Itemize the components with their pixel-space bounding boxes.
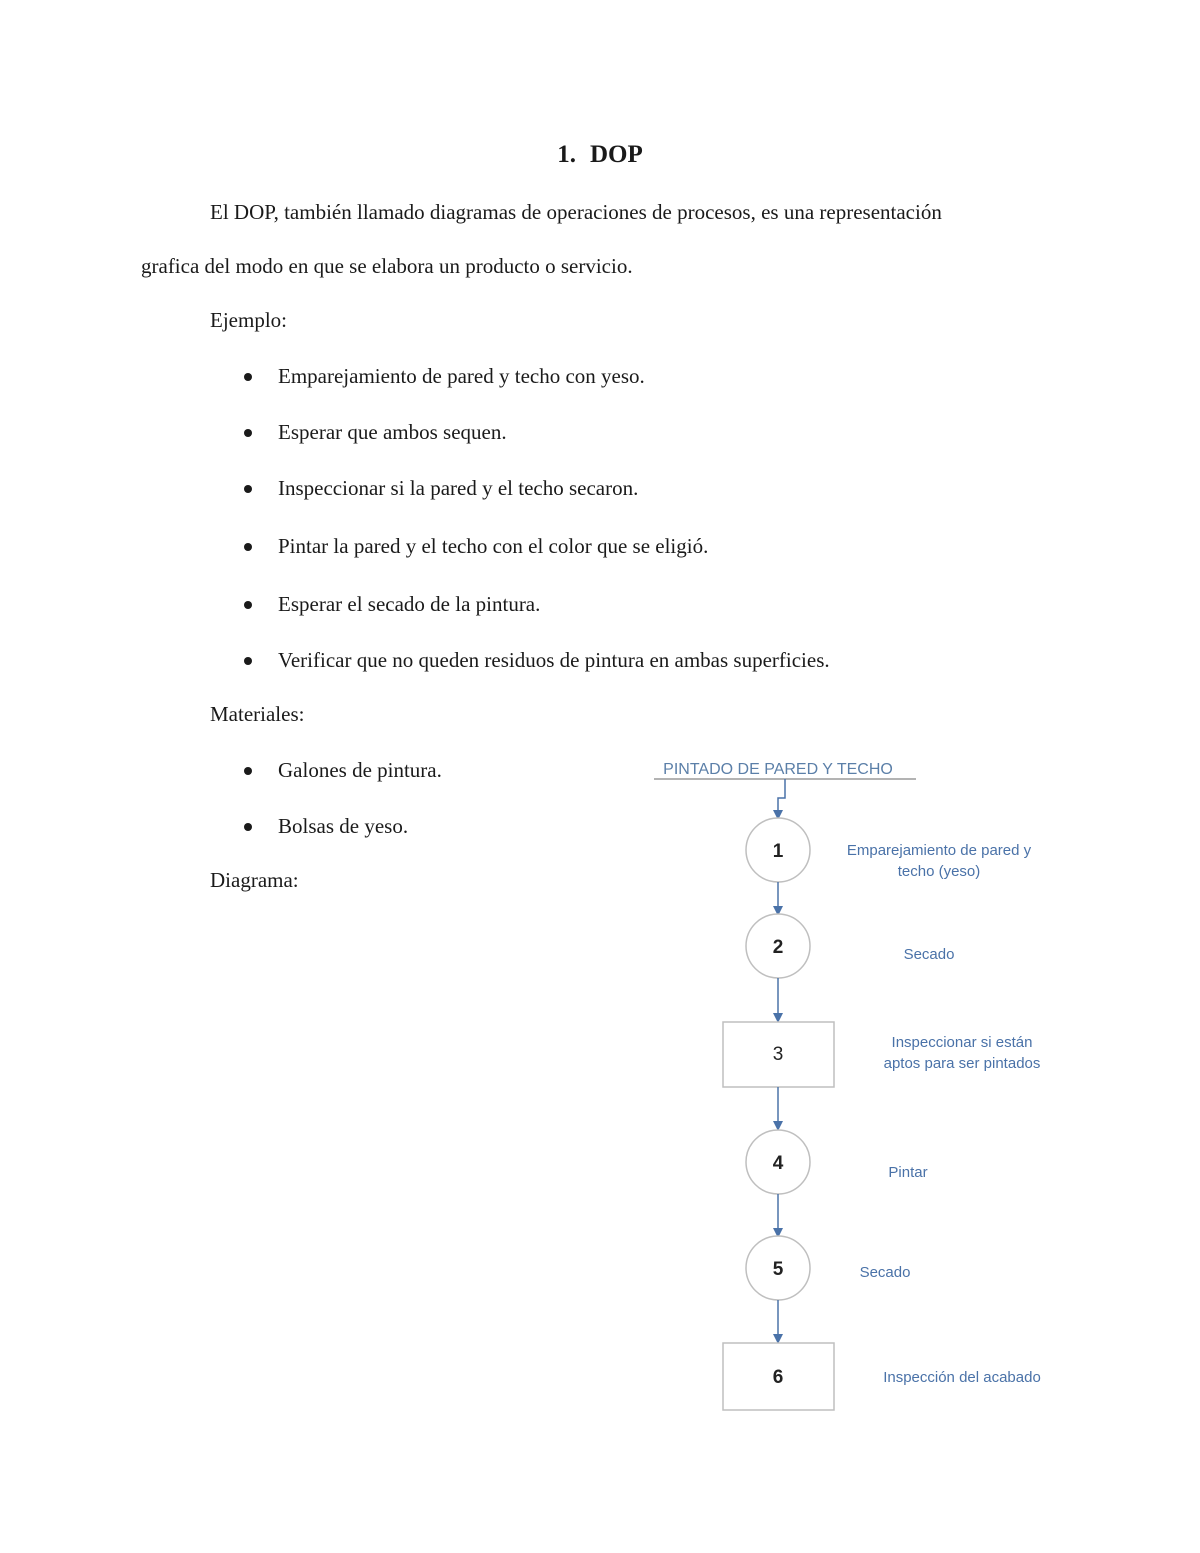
heading-number: 1.	[557, 141, 576, 168]
heading-title: DOP	[589, 141, 643, 168]
node-number: 3	[772, 1044, 784, 1065]
node-label-3-line-2: aptos para ser pintados	[883, 1055, 1041, 1072]
node-label-3-line-1: Inspeccionar si están	[891, 1034, 1033, 1051]
materiales-label: Materiales:	[210, 702, 305, 726]
ejemplo-label: Ejemplo:	[210, 308, 287, 332]
node-label-5: Secado	[859, 1264, 911, 1281]
diagrama-label: Diagrama:	[210, 868, 299, 892]
node-label-1-line-1: Emparejamiento de pared y	[846, 842, 1032, 859]
node-number: 6	[772, 1367, 784, 1388]
intro-paragraph-line-2: grafica del modo en que se elabora un producto o servicio.	[141, 254, 633, 278]
node-label-4: Pintar	[888, 1164, 928, 1181]
node-label-6: Inspección del acabado	[883, 1369, 1041, 1386]
node-label-1-line-2: techo (yeso)	[897, 863, 981, 880]
node-number: 2	[772, 937, 784, 958]
node-number: 4	[772, 1153, 784, 1174]
node-number: 5	[772, 1259, 784, 1280]
node-number: 1	[772, 841, 784, 862]
node-label-2: Secado	[903, 946, 955, 963]
connector-arrow	[778, 779, 785, 815]
diagram-title: PINTADO DE PARED Y TECHO	[663, 761, 893, 778]
intro-paragraph-line-1: El DOP, también llamado diagramas de operaciones de procesos, es una representación	[210, 200, 942, 224]
document-page: 1. DOP El DOP, también llamado diagramas de operaciones de procesos, es una representación grafica del modo en que se elabora un producto o servicio. Ejemplo: Emparejamiento de pared y techo con yeso. Esperar que ambos sequen. Inspeccionar si la pared y el techo secaron. Pintar la pared y el techo con el color que se eligió. Esperar el secado de la pintura. Verificar que no queden residuos de pintura en ambas superficies. Materiales: Galones de pintura. Bolsas de yeso. Diagrama: PINTADO DE PARED Y TECHO 1 Emparejamiento de pared y techo (yeso) 2 Secado 3 Inspeccionar si están aptos para ser pintados 4 Pintar 5 Secado 6 Inspección del acabado	[0, 0, 1200, 1553]
